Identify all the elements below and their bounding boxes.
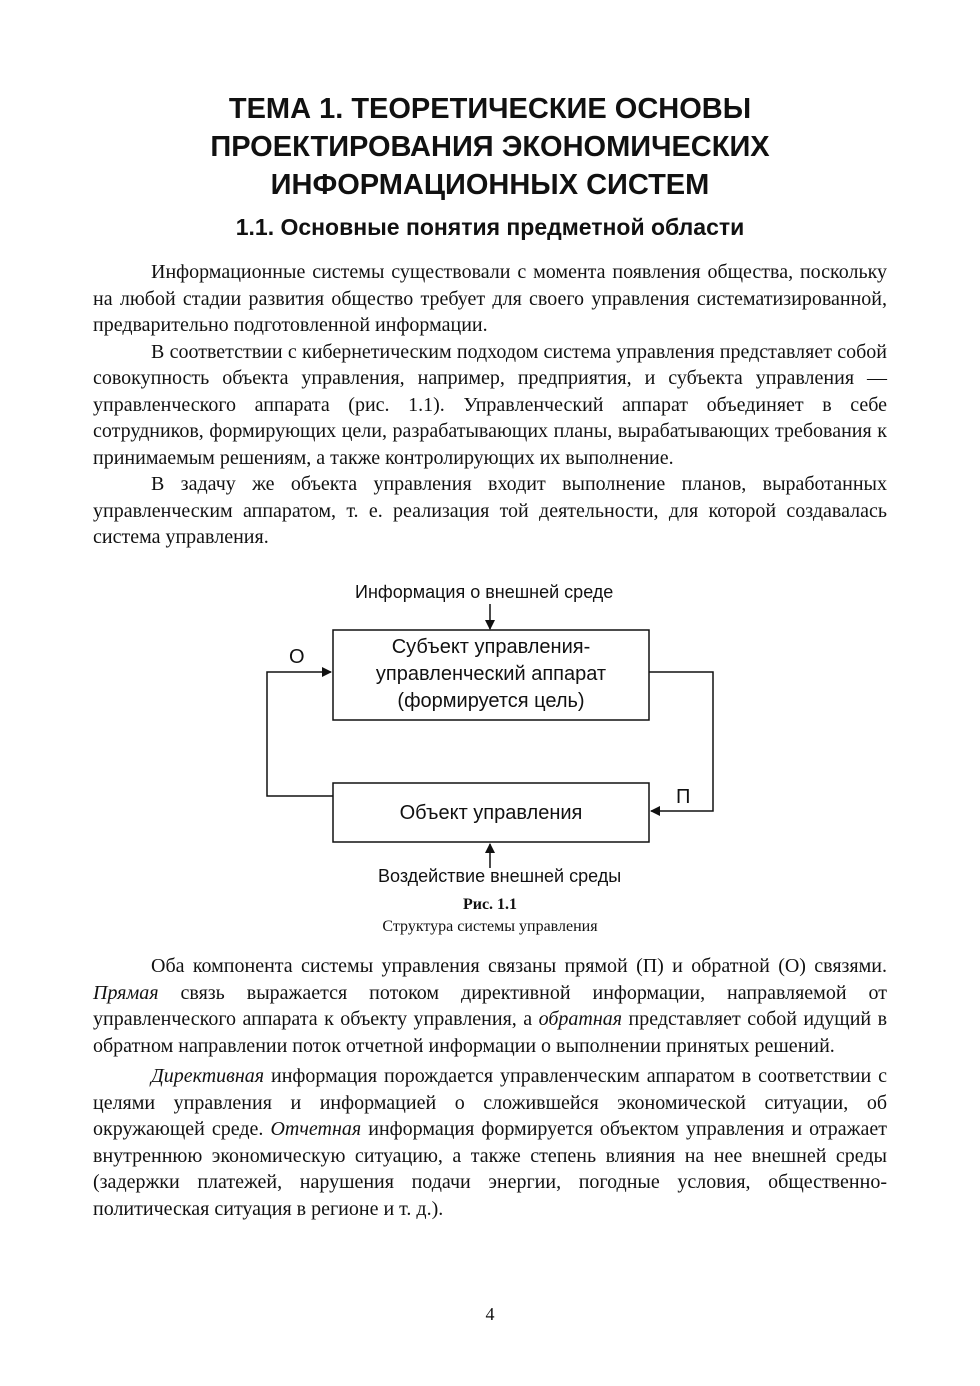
feedback-link-line — [267, 672, 333, 796]
figure-number: Рис. 1.1 — [462, 896, 518, 913]
figure-caption: Структура системы управления — [382, 918, 598, 935]
paragraph-5-emphasis-2: Отчетная — [270, 1118, 362, 1140]
paragraph-4-part-1: Оба компонента системы управления связаны прямой (П) и обратной (О) связями. — [151, 955, 887, 977]
input-top-label: Информация о внешней среде — [355, 582, 614, 602]
chapter-title-line-1: ТЕМА 1. ТЕОРЕТИЧЕСКИЕ ОСНОВЫ — [228, 93, 752, 125]
paragraph-1: Информационные системы существовали с момента появления общества, поскольку на любой стадии развития общество требует для своего управления систематизированной, предварительно подготовленной информации. — [93, 261, 887, 336]
chapter-title-line-3: ИНФОРМАЦИОННЫХ СИСТЕМ — [270, 169, 710, 201]
chapter-title-line-2: ПРОЕКТИРОВАНИЯ ЭКОНОМИЧЕСКИХ — [210, 131, 770, 163]
paragraph-4-emphasis-1: Прямая — [93, 981, 159, 1004]
section-title: 1.1. Основные понятия предметной области — [235, 214, 745, 240]
object-box-label: Объект управления — [399, 802, 583, 824]
paragraph-3: В задачу же объекта управления входит выполнение планов, выработанных управленческим аппаратом, т. е. реализация той деятельности, для которой создавалась система управления. — [93, 473, 887, 548]
direct-label: П — [676, 786, 691, 808]
subject-box-line-3: (формируется цель) — [397, 690, 585, 712]
paragraph-5-part-1: информация порождается управленческим аппаратом в соответствии с целями управления и информацией о сложившейся экономической ситуации, об окружающей среде. — [93, 1065, 887, 1140]
subject-box-text — [333, 634, 649, 715]
paragraph-4 — [93, 953, 887, 1059]
paragraph-2: В соответствии с кибернетическим подходом система управления представляет собой совокупность объекта управления, например, предприятия, и субъекта управления — управленческого аппарата (рис. 1.1). Управленческий аппарат объединяет в себе сотрудников, формирующих цели, разрабатывающих планы, вырабатывающих требования к принимаемым решениям, а также контролирующих их выполнение. — [93, 340, 887, 469]
subject-box-line-1: Субъект управления- — [391, 636, 591, 658]
subject-box-line-2: управленческий аппарат — [375, 663, 607, 685]
input-bottom-label: Воздействие внешней среды — [378, 866, 622, 886]
paragraph-4-part-3: представляет собой идущий в обратном направлении поток отчетной информации о выполнении принятых решений. — [93, 1008, 888, 1057]
paragraph-5-emphasis-1: Директивная — [151, 1065, 265, 1087]
paragraph-4-emphasis-2: обратная — [538, 1008, 623, 1030]
page-number: 4 — [485, 1304, 495, 1324]
paragraph-5-part-2: информация формируется объектом управления и отражает внутреннюю экономическую ситуацию, а также степень влияния на нее внешней среды (задержки платежей, нарушения подачи энергии, погодные условия, общественно-политическая ситуация в регионе и т. д.). — [93, 1118, 887, 1220]
feedback-label: О — [289, 646, 305, 668]
body-text-after-figure — [93, 953, 887, 1222]
paragraph-4-part-2: связь выражается потоком директивной информации, направляемой от управленческого аппарата к объекту управления, а — [93, 981, 887, 1030]
paragraph-5 — [93, 1063, 887, 1222]
object-box-text — [333, 800, 649, 827]
